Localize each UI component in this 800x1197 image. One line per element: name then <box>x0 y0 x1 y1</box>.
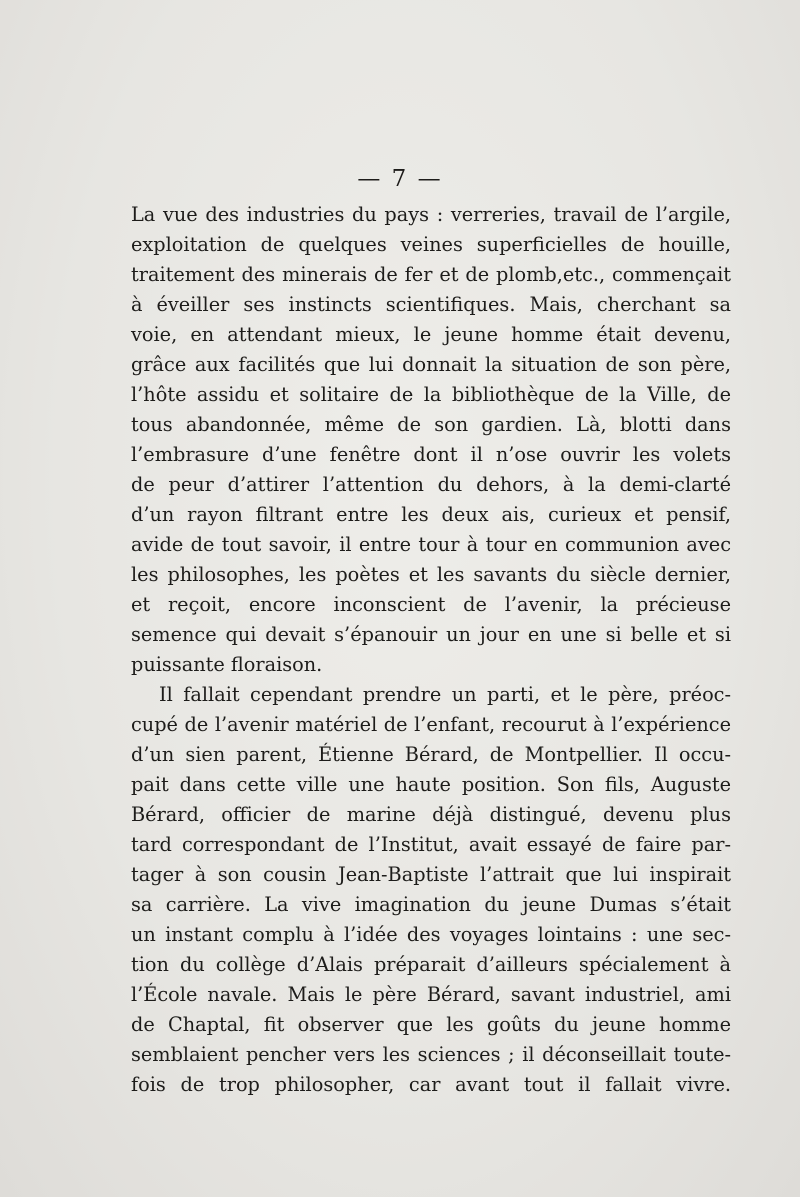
text-line: sa carrière. La vive imagination du jeune Dumas s’était <box>131 893 731 916</box>
text-line: grâce aux facilités que lui donnait la situation de son père, <box>131 353 731 376</box>
text-line: l’hôte assidu et solitaire de la bibliothèque de la Ville, de <box>131 383 731 406</box>
text-line: semence qui devait s’épanouir un jour en une si belle et si <box>131 623 731 646</box>
text-line: pait dans cette ville une haute position. Son fils, Auguste <box>131 773 731 796</box>
paragraph-start-line: Il fallait cependant prendre un parti, et le père, préoc- <box>159 683 731 706</box>
text-line: cupé de l’avenir matériel de l’enfant, recourut à l’expérience <box>131 713 731 736</box>
text-line: exploitation de quelques veines superficielles de houille, <box>131 233 731 256</box>
text-line: d’un sien parent, Étienne Bérard, de Montpellier. Il occu- <box>131 743 731 766</box>
text-line: puissante floraison. <box>131 653 323 676</box>
text-line: les philosophes, les poètes et les savants du siècle dernier, <box>131 563 731 586</box>
page-number: — 7 — <box>357 166 443 192</box>
text-line: tager à son cousin Jean-Baptiste l’attrait que lui inspirait <box>131 863 731 886</box>
text-line: voie, en attendant mieux, le jeune homme était devenu, <box>131 323 731 346</box>
text-line: tion du collège d’Alais préparait d’ailleurs spécialement à <box>131 953 731 976</box>
text-line: l’embrasure d’une fenêtre dont il n’ose ouvrir les volets <box>131 443 731 466</box>
text-line: l’École navale. Mais le père Bérard, savant industriel, ami <box>131 983 731 1006</box>
text-line: avide de tout savoir, il entre tour à tour en communion avec <box>131 533 731 556</box>
text-line: de peur d’attirer l’attention du dehors, à la demi-clarté <box>131 473 731 496</box>
text-line: La vue des industries du pays : verreries, travail de l’argile, <box>131 203 731 226</box>
text-line: Bérard, officier de marine déjà distingué, devenu plus <box>131 803 731 826</box>
body-text <box>131 200 731 1100</box>
text-line: à éveiller ses instincts scientifiques. Mais, cherchant sa <box>131 293 731 316</box>
text-line: tous abandonnée, même de son gardien. Là, blotti dans <box>131 413 731 436</box>
text-line: et reçoit, encore inconscient de l’avenir, la précieuse <box>131 593 731 616</box>
text-line: semblaient pencher vers les sciences ; il déconseillait toute- <box>131 1043 731 1066</box>
text-line: de Chaptal, fit observer que les goûts du jeune homme <box>131 1013 731 1036</box>
text-line: un instant complu à l’idée des voyages lointains : une sec- <box>131 923 731 946</box>
text-line: d’un rayon filtrant entre les deux ais, curieux et pensif, <box>131 503 731 526</box>
text-line: traitement des minerais de fer et de plomb,etc., commençait <box>131 263 731 286</box>
text-line: tard correspondant de l’Institut, avait essayé de faire par- <box>131 833 731 856</box>
text-line: fois de trop philosopher, car avant tout il fallait vivre. <box>131 1073 731 1096</box>
